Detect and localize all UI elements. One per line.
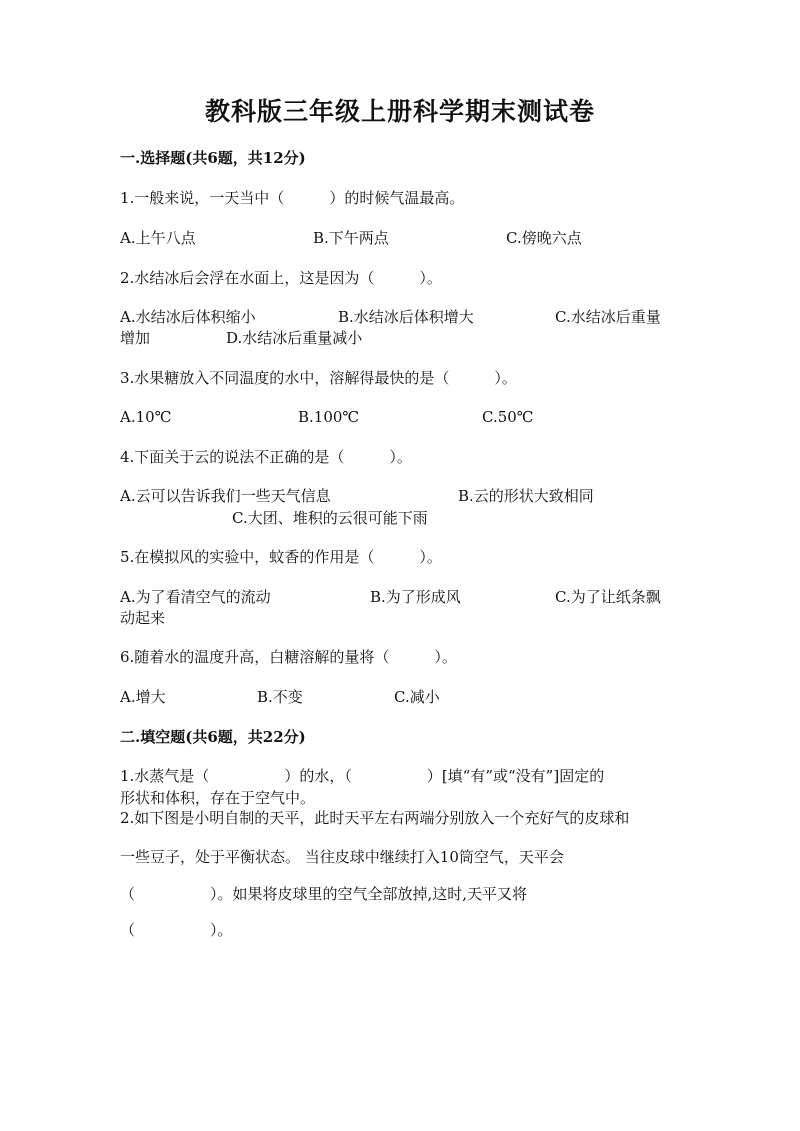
page-title: 教科版三年级上册科学期末测试卷 bbox=[204, 97, 595, 126]
question-6-stem: 6.随着水的温度升高，白糖溶解的量将（ ）。 bbox=[120, 648, 457, 666]
question-6-option-a: A.增大 bbox=[120, 688, 166, 706]
question-2-option-d: D.水结冰后重量减小 bbox=[226, 329, 363, 347]
question-3-stem: 3.水果糖放入不同温度的水中，溶解得最快的是（ ）。 bbox=[120, 369, 517, 387]
question-6-option-b: B.不变 bbox=[257, 688, 303, 706]
question-6-option-c: C.减小 bbox=[394, 688, 440, 706]
fill-question-line: （ ）。如果将皮球里的空气全部放掉,这时,天平又将 bbox=[120, 885, 528, 903]
question-2-option-a: A.水结冰后体积缩小 bbox=[120, 308, 256, 326]
fill-question-line: 一些豆子，处于平衡状态。 当往皮球中继续打入10筒空气，天平会 bbox=[120, 848, 564, 866]
question-2-option-c-cont: 增加 bbox=[120, 329, 151, 347]
question-4-stem: 4.下面关于云的说法不正确的是（ ）。 bbox=[120, 448, 412, 466]
fill-question-line: 1.水蒸气是（ ）的水，（ ）[填“有”或“没有”]固定的 bbox=[120, 767, 605, 785]
question-5-option-c-cont: 动起来 bbox=[120, 609, 166, 627]
question-2-option-b: B.水结冰后体积增大 bbox=[338, 308, 474, 326]
question-1-option-c: C.傍晚六点 bbox=[506, 229, 582, 247]
question-2-stem: 2.水结冰后会浮在水面上，这是因为（ ）。 bbox=[120, 269, 442, 287]
question-4-option-b: B.云的形状大致相同 bbox=[458, 487, 594, 505]
question-5-option-a: A.为了看清空气的流动 bbox=[120, 588, 271, 606]
question-1-option-a: A.上午八点 bbox=[120, 229, 196, 247]
section-heading-choice: 一.选择题(共6题，共12分) bbox=[120, 149, 306, 167]
question-2-option-c: C.水结冰后重量 bbox=[555, 308, 661, 326]
question-1-stem: 1.一般来说，一天当中（ ）的时候气温最高。 bbox=[120, 189, 465, 207]
question-1-option-b: B.下午两点 bbox=[313, 229, 389, 247]
question-4-option-a: A.云可以告诉我们一些天气信息 bbox=[120, 487, 331, 505]
fill-question-line: 2.如下图是小明自制的天平，此时天平左右两端分别放入一个充好气的皮球和 bbox=[120, 809, 630, 827]
question-3-option-c: C.50℃ bbox=[482, 408, 534, 426]
question-5-stem: 5.在模拟风的实验中，蚊香的作用是（ ）。 bbox=[120, 548, 442, 566]
question-5-option-c: C.为了让纸条飘 bbox=[555, 588, 661, 606]
question-3-option-b: B.100℃ bbox=[298, 408, 360, 426]
question-5-option-b: B.为了形成风 bbox=[370, 588, 461, 606]
question-3-option-a: A.10℃ bbox=[120, 408, 172, 426]
fill-question-line: 形状和体积，存在于空气中。 bbox=[120, 789, 316, 807]
section-heading-fill-in: 二.填空题(共6题，共22分) bbox=[120, 728, 306, 746]
question-4-option-c: C.大团、堆积的云很可能下雨 bbox=[232, 509, 428, 527]
fill-question-line: （ ）。 bbox=[120, 921, 233, 939]
